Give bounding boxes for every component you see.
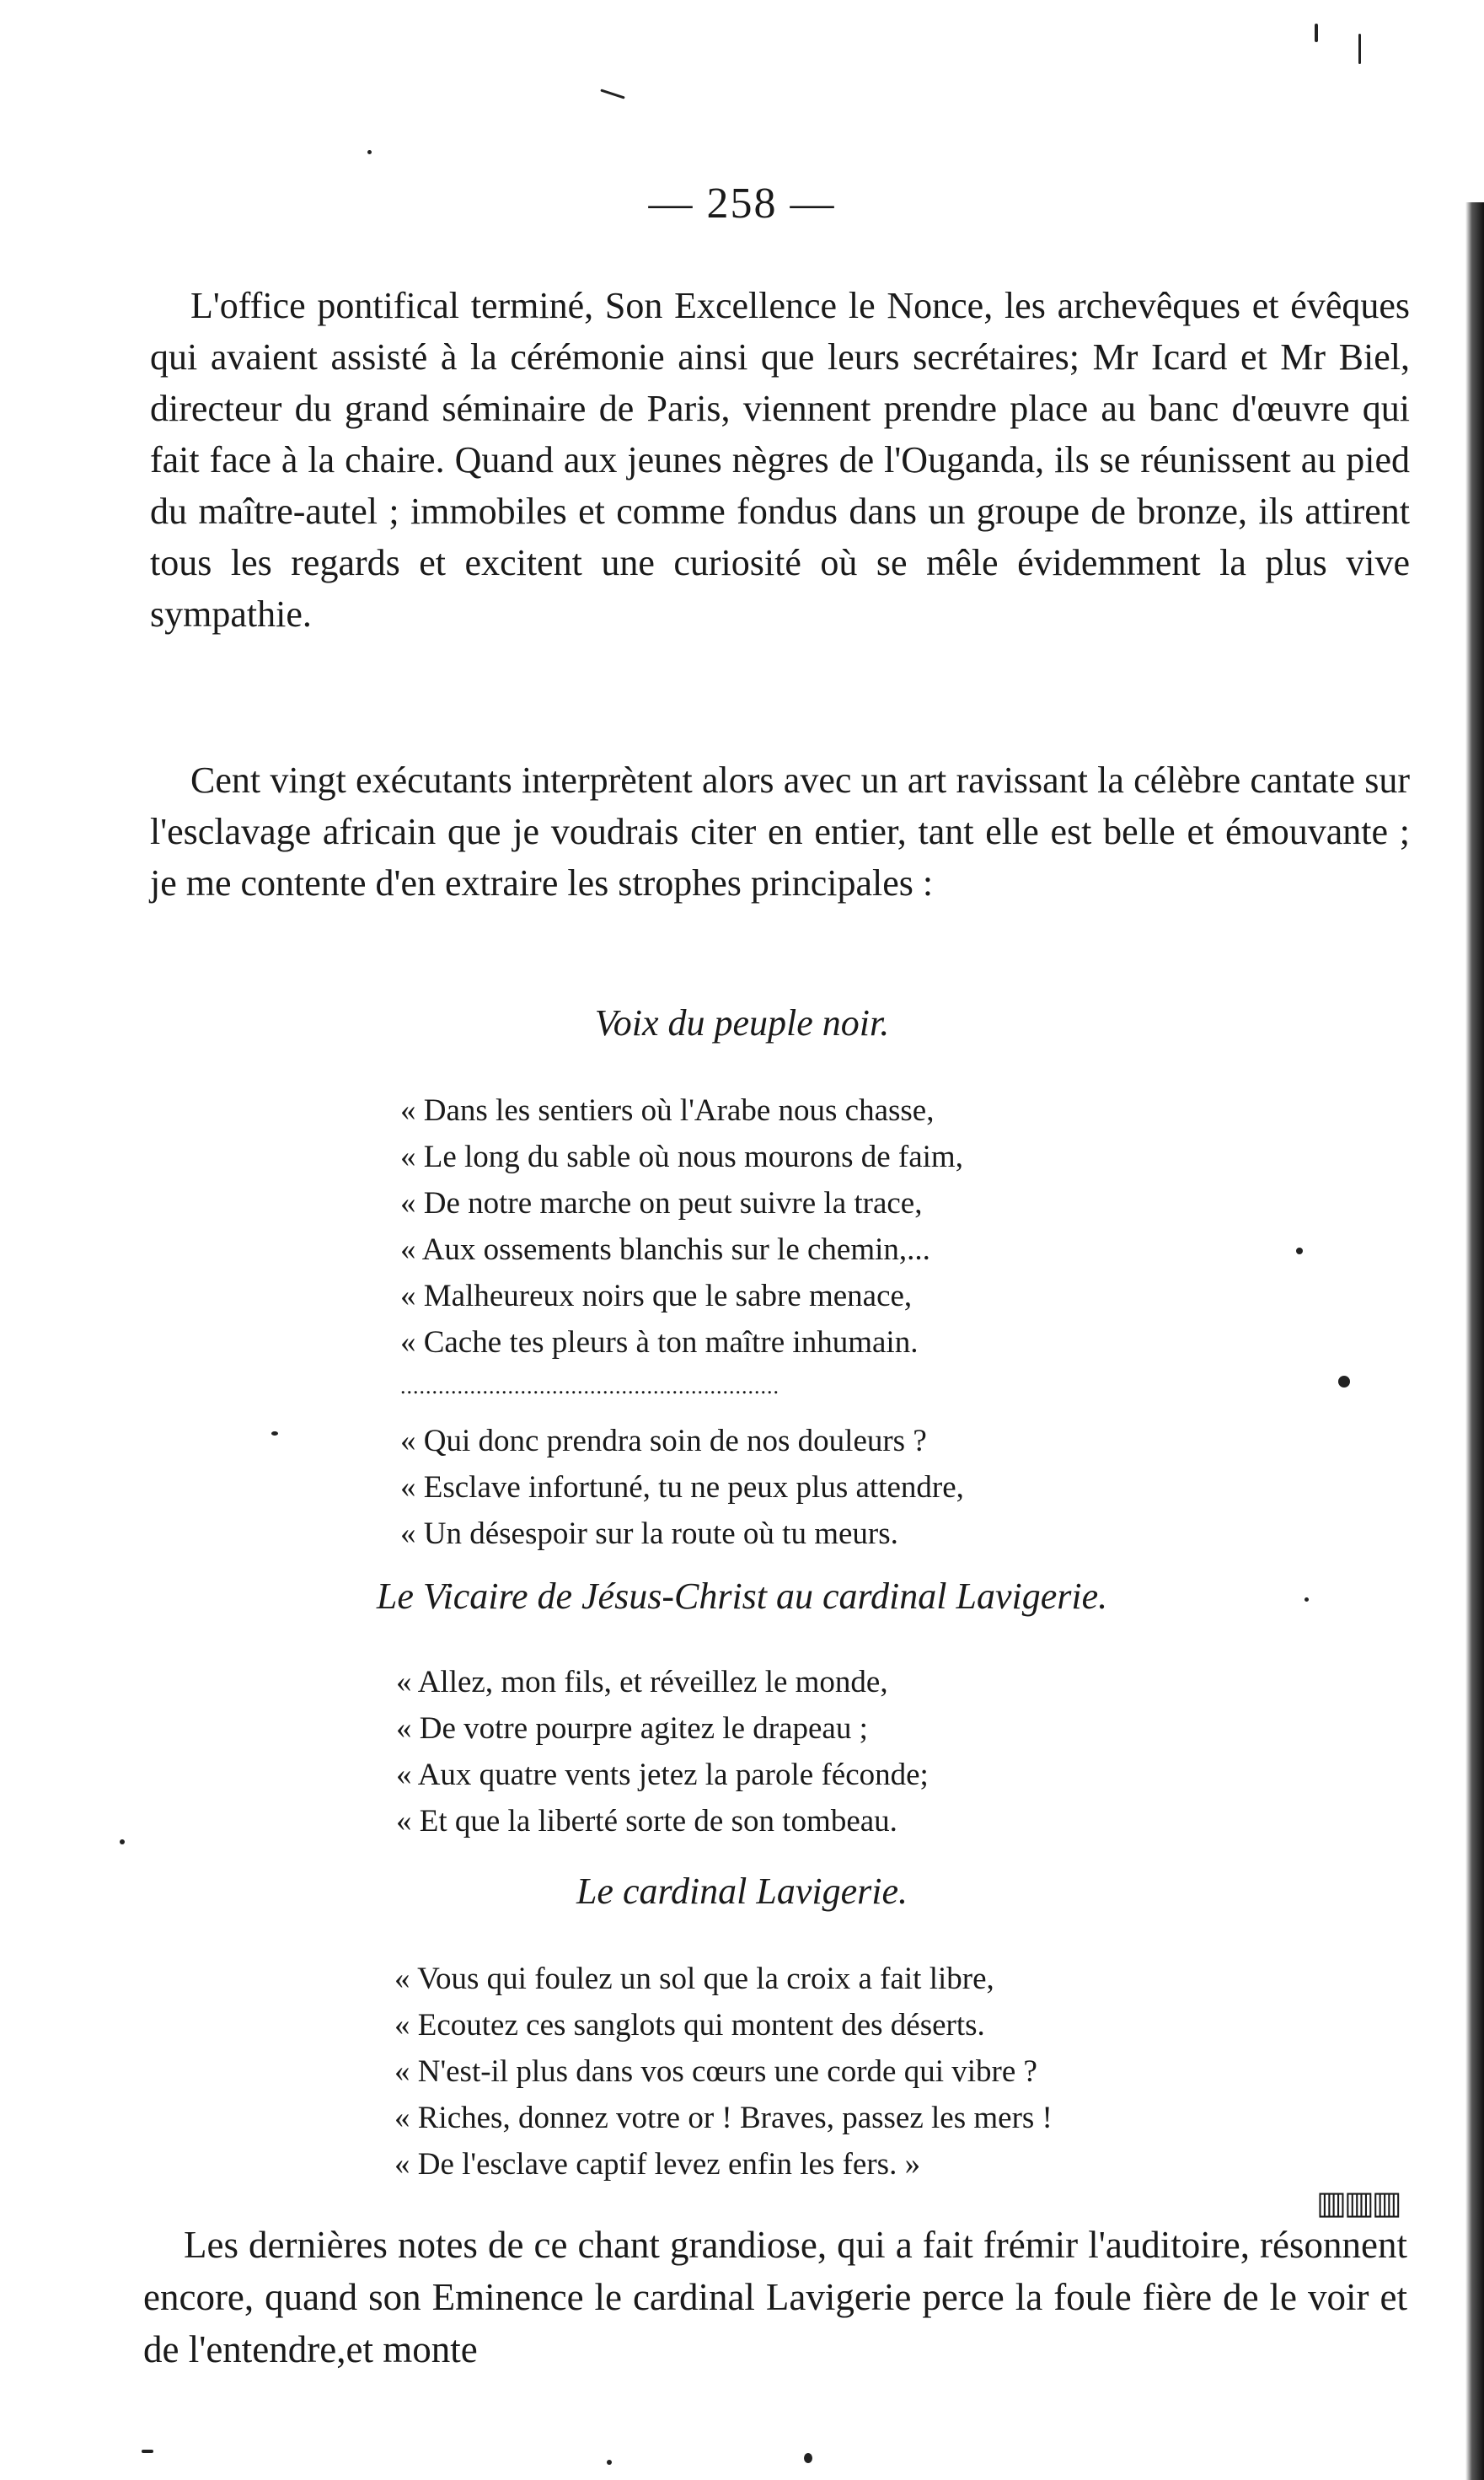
scan-speck	[1296, 1248, 1303, 1254]
page-number: — 258 —	[648, 180, 836, 228]
scan-speck	[1338, 1376, 1350, 1388]
verse-line: « Riches, donnez votre or ! Braves, passez les mers !	[394, 2101, 1053, 2135]
heading-voix-du-peuple-noir: Voix du peuple noir.	[594, 1002, 890, 1044]
verse-line: « Aux quatre vents jetez la parole féconde;	[396, 1758, 929, 1792]
scan-speck	[271, 1431, 278, 1436]
stanza-cardinal	[394, 1956, 1053, 2187]
verse-line: « De l'esclave captif levez enfin les fers. »	[394, 2147, 921, 2182]
verse-line: « Le long du sable où nous mourons de faim,	[400, 1140, 963, 1174]
verse-line: « Esclave infortuné, tu ne peux plus attendre,	[400, 1470, 964, 1505]
dotted-separator: ............................................................	[400, 1374, 780, 1398]
verse-line: « De votre pourpre agitez le drapeau ;	[396, 1711, 868, 1746]
scan-speck	[1358, 34, 1361, 64]
scan-speck	[607, 2460, 612, 2465]
scan-speck	[1305, 1597, 1309, 1602]
paragraph-cantate-intro: Cent vingt exécutants interprètent alors avec un art ravissant la célèbre cantate sur l'esclavage africain que je voudrais citer en entier, tant elle est belle et émouvante ; je me contente d'en extraire les strophes principales :	[150, 760, 1410, 904]
verse-line: « Aux ossements blanchis sur le chemin,...	[400, 1232, 930, 1267]
page-edge-shadow	[1465, 202, 1484, 2480]
verse-line: « Vous qui foulez un sol que la croix a fait libre,	[394, 1962, 994, 1996]
stanza-peuple-noir-2	[400, 1418, 964, 1557]
heading-vicaire-de-jesus-christ: Le Vicaire de Jésus-Christ au cardinal Lavigerie.	[376, 1575, 1108, 1617]
paragraph-office-pontifical: L'office pontifical terminé, Son Excellence le Nonce, les archevêques et évêques qui avaient assisté à la cérémonie ainsi que leurs secrétaires; Mr Icard et Mr Biel, directeur du grand séminaire de Paris, viennent prendre place au banc d'œuvre qui fait face à la chaire. Quand aux jeunes nègres de l'Ouganda, ils se réunissent au pied du maître-autel ; immobiles et comme fondus dans un groupe de bronze, ils attirent tous les regards et excitent une curiosité où se mêle évidemment la plus vive sympathie.	[150, 285, 1410, 635]
scan-speck	[367, 150, 372, 154]
scan-speck	[804, 2453, 812, 2463]
stanza-vicaire	[396, 1659, 929, 1844]
heading-cardinal-lavigerie: Le cardinal Lavigerie.	[576, 1871, 908, 1912]
paragraph-dernieres-notes: Les dernières notes de ce chant grandiose, qui a fait frémir l'auditoire, résonnent encore, quand son Eminence le cardinal Lavigerie perce la foule fière de le voir et de l'entendre,et monte	[143, 2224, 1407, 2370]
ornament-mark: ▥▥▥	[1316, 2186, 1400, 2221]
verse-line: « Un désespoir sur la route où tu meurs.	[400, 1516, 898, 1551]
verse-line: « De notre marche on peut suivre la trace,	[400, 1186, 923, 1221]
verse-line: « Malheureux noirs que le sabre menace,	[400, 1279, 913, 1313]
scan-speck	[142, 2450, 153, 2453]
scan-speck	[120, 1839, 125, 1844]
verse-line: « Et que la liberté sorte de son tombeau.	[396, 1804, 897, 1839]
verse-line: « Dans les sentiers où l'Arabe nous chasse,	[400, 1093, 935, 1128]
verse-line: « Allez, mon fils, et réveillez le monde,	[396, 1665, 888, 1699]
verse-line: « Qui donc prendra soin de nos douleurs ?	[400, 1424, 927, 1458]
stanza-peuple-noir-1	[400, 1087, 963, 1366]
verse-line: « N'est-il plus dans vos cœurs une corde qui vibre ?	[394, 2054, 1037, 2089]
verse-line: « Ecoutez ces sanglots qui montent des déserts.	[394, 2008, 985, 2043]
scan-speck	[1315, 24, 1318, 42]
scan-speck	[600, 89, 624, 99]
verse-line: « Cache tes pleurs à ton maître inhumain.	[400, 1325, 919, 1360]
